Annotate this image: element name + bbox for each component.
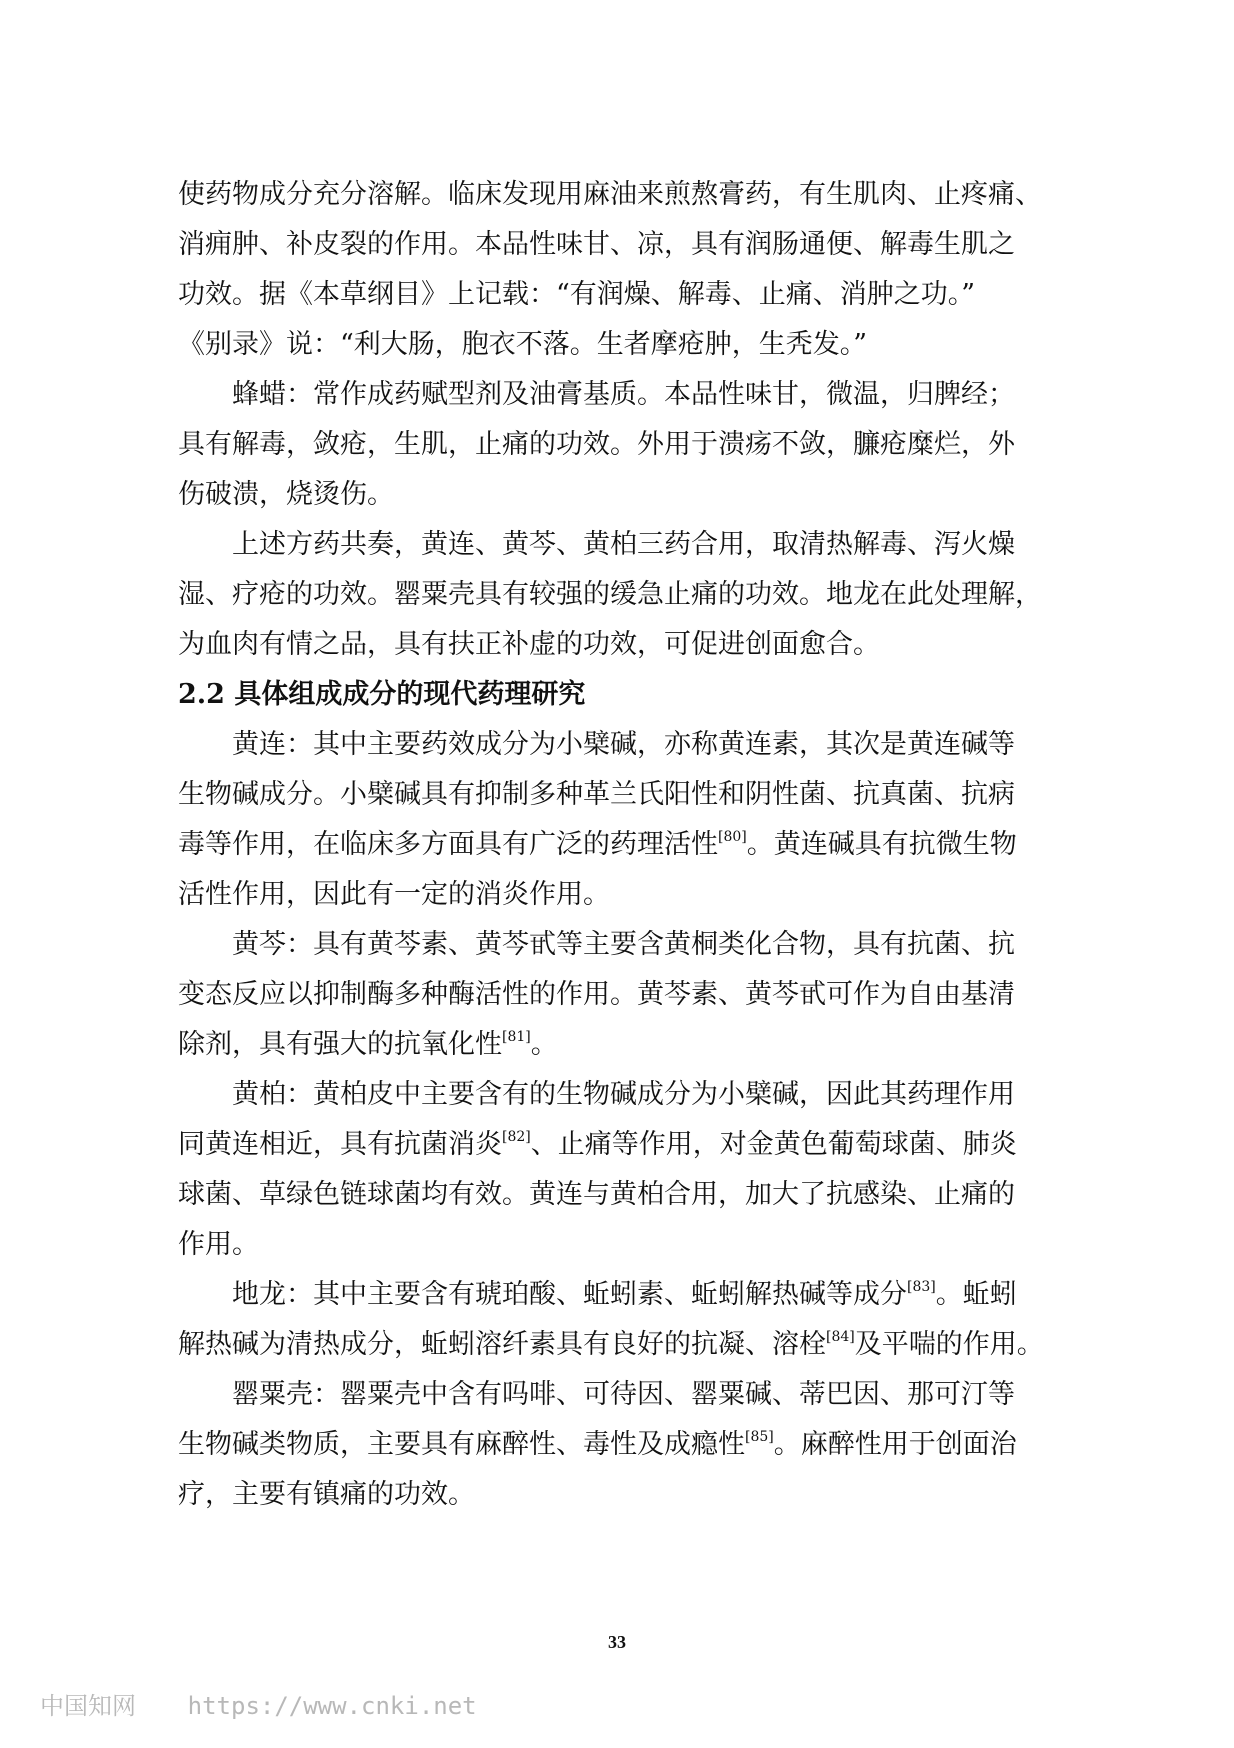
text-line: [178, 570, 1088, 620]
text-line: [178, 370, 1088, 420]
text-line: [178, 420, 1088, 470]
line-text-continued: 。蚯蚓: [935, 1279, 1017, 1310]
line-text: 生物碱类物质，主要具有麻醉性、毒性及成瘾性: [178, 1429, 745, 1460]
watermark-site-name: 中国知网: [40, 1692, 136, 1720]
text-line: [178, 1370, 1088, 1420]
line-text: 2.2 具体组成成分的现代药理研究: [178, 679, 586, 710]
line-text: 消痈肿、补皮裂的作用。本品性味甘、凉，具有润肠通便、解毒生肌之: [178, 229, 1015, 260]
cnki-watermark: [40, 1688, 477, 1724]
line-text: 黄芩：具有黄芩素、黄芩甙等主要含黄桐类化合物，具有抗菌、抗: [232, 929, 1015, 960]
line-text: 罂粟壳：罂粟壳中含有吗啡、可待因、罂粟碱、蒂巴因、那可汀等: [232, 1379, 1015, 1410]
line-text-continued: 。黄连碱具有抗微生物: [746, 829, 1017, 860]
text-line: [178, 770, 1088, 820]
text-line: [178, 1220, 1088, 1270]
text-line: [178, 1420, 1088, 1470]
text-line: [178, 720, 1088, 770]
text-line: [178, 1320, 1088, 1370]
line-text: 使药物成分充分溶解。临床发现用麻油来煎熬膏药，有生肌肉、止疼痛、: [178, 179, 1042, 210]
page-number: 33: [608, 1632, 626, 1652]
text-line: [178, 220, 1088, 270]
citation-ref: [85]: [745, 1429, 774, 1445]
text-line: [178, 1020, 1088, 1070]
line-text: 毒等作用，在临床多方面具有广泛的药理活性: [178, 829, 718, 860]
line-text: 为血肉有情之品，具有扶正补虚的功效，可促进创面愈合。: [178, 629, 880, 660]
text-line: [178, 1070, 1088, 1120]
citation-ref: [81]: [502, 1029, 531, 1045]
text-line: [178, 1270, 1088, 1320]
line-text: 变态反应以抑制酶多种酶活性的作用。黄芩素、黄芩甙可作为自由基清: [178, 979, 1015, 1010]
text-line: [178, 870, 1088, 920]
line-text: 除剂，具有强大的抗氧化性: [178, 1029, 502, 1060]
line-text-continued: 。: [530, 1029, 558, 1060]
line-text: 《别录》说：“利大肠，胞衣不落。生者摩疮肿，生秃发。”: [178, 329, 868, 360]
line-text: 活性作用，因此有一定的消炎作用。: [178, 879, 610, 910]
citation-ref: [82]: [502, 1129, 531, 1145]
text-line: [178, 1470, 1088, 1520]
text-line: [178, 470, 1088, 520]
line-text: 伤破溃，烧烫伤。: [178, 479, 394, 510]
line-text: 球菌、草绿色链球菌均有效。黄连与黄柏合用，加大了抗感染、止痛的: [178, 1179, 1015, 1210]
citation-ref: [80]: [718, 829, 747, 845]
citation-ref: [84]: [826, 1329, 855, 1345]
text-line: [178, 620, 1088, 670]
line-text: 具有解毒，敛疮，生肌，止痛的功效。外用于溃疡不敛，臁疮糜烂，外: [178, 429, 1015, 460]
text-line: [178, 320, 1088, 370]
text-line: [178, 520, 1088, 570]
text-line: [178, 1120, 1088, 1170]
line-text: 生物碱成分。小檗碱具有抑制多种革兰氏阳性和阴性菌、抗真菌、抗病: [178, 779, 1015, 810]
line-text: 湿、疗疮的功效。罂粟壳具有较强的缓急止痛的功效。地龙在此处理解，: [178, 579, 1042, 610]
section-heading: [178, 670, 1088, 720]
line-text: 疗，主要有镇痛的功效。: [178, 1479, 475, 1510]
line-text: 黄柏：黄柏皮中主要含有的生物碱成分为小檗碱，因此其药理作用: [232, 1079, 1015, 1110]
text-line: [178, 820, 1088, 870]
line-text: 蜂蜡：常作成药赋型剂及油膏基质。本品性味甘，微温，归脾经；: [232, 379, 1015, 410]
text-line: [178, 1170, 1088, 1220]
line-text-continued: 。麻醉性用于创面治: [773, 1429, 1017, 1460]
line-text-continued: 、止痛等作用，对金黄色葡萄球菌、肺炎: [530, 1129, 1017, 1160]
text-line: [178, 920, 1088, 970]
line-text: 上述方药共奏，黄连、黄芩、黄柏三药合用，取清热解毒、泻火燥: [232, 529, 1015, 560]
line-text: 功效。据《本草纲目》上记载：“有润燥、解毒、止痛、消肿之功。”: [178, 279, 976, 310]
line-text: 黄连：其中主要药效成分为小檗碱，亦称黄连素，其次是黄连碱等: [232, 729, 1015, 760]
line-text: 地龙：其中主要含有琥珀酸、蚯蚓素、蚯蚓解热碱等成分: [232, 1279, 907, 1310]
line-text: 同黄连相近，具有抗菌消炎: [178, 1129, 502, 1160]
line-text: 解热碱为清热成分，蚯蚓溶纤素具有良好的抗凝、溶栓: [178, 1329, 826, 1360]
text-line: [178, 170, 1088, 220]
watermark-url[interactable]: https://www.cnki.net: [187, 1692, 477, 1720]
line-text-continued: 及平喘的作用。: [854, 1329, 1044, 1360]
citation-ref: [83]: [907, 1279, 936, 1295]
text-line: [178, 270, 1088, 320]
line-text: 作用。: [178, 1229, 259, 1260]
text-line: [178, 970, 1088, 1020]
